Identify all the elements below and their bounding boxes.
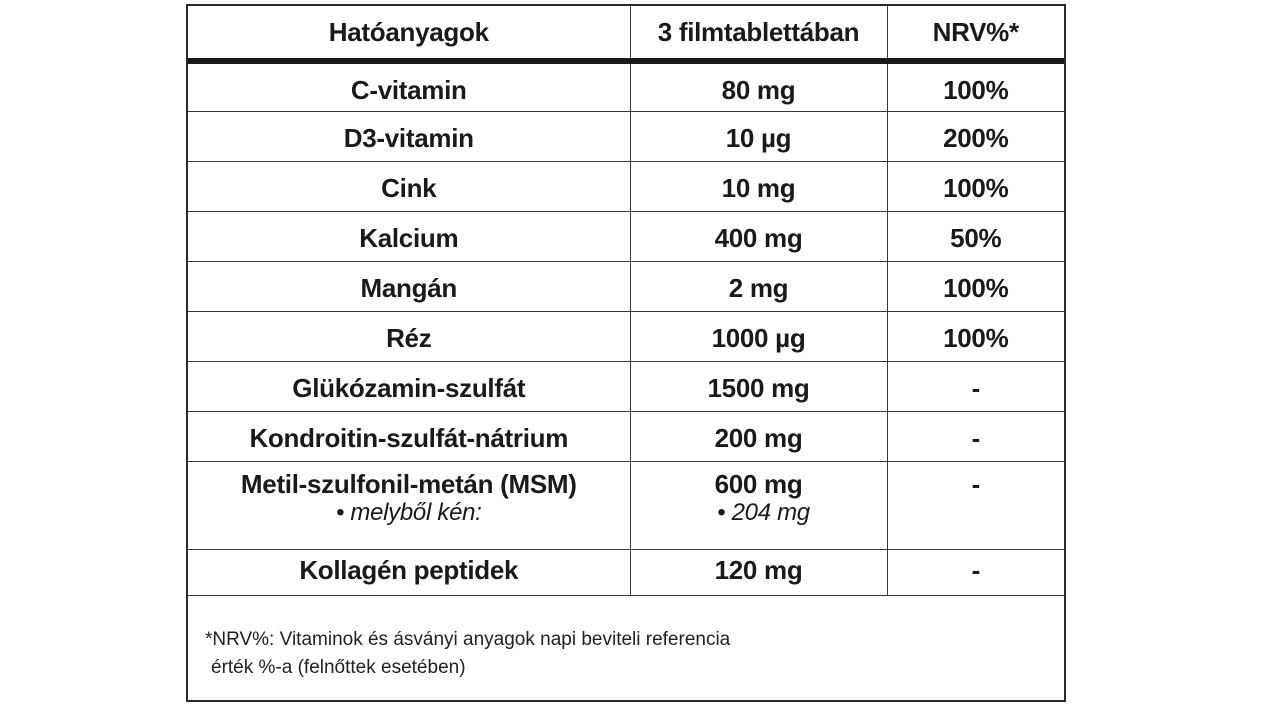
- ingredient-nrv: 50%: [887, 211, 1064, 261]
- table-row: [188, 261, 1064, 311]
- ingredient-name: Kollagén peptidek: [188, 549, 630, 595]
- ingredient-nrv: 100%: [887, 261, 1064, 311]
- ingredient-name: Réz: [188, 311, 630, 361]
- ingredient-amount: 120 mg: [630, 549, 887, 595]
- ingredient-amount: 10 µg: [630, 111, 887, 161]
- ingredient-name: C-vitamin: [188, 61, 630, 111]
- ingredient-amount: 600 mg: [714, 468, 803, 499]
- table-row: [188, 111, 1064, 161]
- ingredient-name: Kondroitin-szulfát-nátrium: [188, 411, 630, 461]
- ingredient-amount: 400 mg: [630, 211, 887, 261]
- ingredient-name: Mangán: [188, 261, 630, 311]
- ingredient-nrv: 200%: [887, 111, 1064, 161]
- ingredient-amount-cell: [630, 461, 887, 549]
- ingredient-nrv: 100%: [887, 161, 1064, 211]
- table-row: [188, 461, 1064, 549]
- nutrition-table: [188, 6, 1064, 596]
- ingredient-amount: 1000 µg: [630, 311, 887, 361]
- table-row: [188, 361, 1064, 411]
- table-header-row: [188, 6, 1064, 61]
- ingredient-name: Metil-szulfonil-metán (MSM): [240, 468, 577, 499]
- ingredient-amount: 1500 mg: [630, 361, 887, 411]
- ingredient-name-cell: [188, 461, 630, 549]
- header-ingredients: Hatóanyagok: [188, 6, 630, 61]
- ingredient-amount: 10 mg: [630, 161, 887, 211]
- ingredient-amount: 80 mg: [630, 61, 887, 111]
- ingredient-name: D3-vitamin: [188, 111, 630, 161]
- table-row: [188, 311, 1064, 361]
- ingredient-nrv: -: [887, 411, 1064, 461]
- ingredient-sub-name: • melyből kén:: [335, 498, 482, 526]
- table-row: [188, 161, 1064, 211]
- ingredient-amount: 200 mg: [630, 411, 887, 461]
- footnote-line-2: érték %-a (felnőttek esetében): [211, 657, 466, 678]
- ingredient-nrv: 100%: [887, 61, 1064, 111]
- table-row: [188, 61, 1064, 111]
- ingredient-name: Cink: [188, 161, 630, 211]
- nutrition-table-frame: [186, 4, 1066, 702]
- ingredient-amount: 2 mg: [630, 261, 887, 311]
- header-nrv: NRV%*: [887, 6, 1064, 61]
- ingredient-sub-amount: • 204 mg: [717, 498, 810, 526]
- table-row: [188, 211, 1064, 261]
- ingredient-nrv: -: [887, 549, 1064, 595]
- table-row: [188, 549, 1064, 595]
- ingredient-nrv: -: [887, 361, 1064, 411]
- nrv-footnote: [205, 626, 1045, 682]
- footnote-line-1: *NRV%: Vitaminok és ásványi anyagok napi beviteli referencia: [205, 629, 731, 650]
- ingredient-nrv: -: [887, 461, 1064, 549]
- header-amount: 3 filmtablettában: [630, 6, 887, 61]
- table-row: [188, 411, 1064, 461]
- ingredient-name: Glükózamin-szulfát: [188, 361, 630, 411]
- ingredient-name: Kalcium: [188, 211, 630, 261]
- ingredient-nrv: 100%: [887, 311, 1064, 361]
